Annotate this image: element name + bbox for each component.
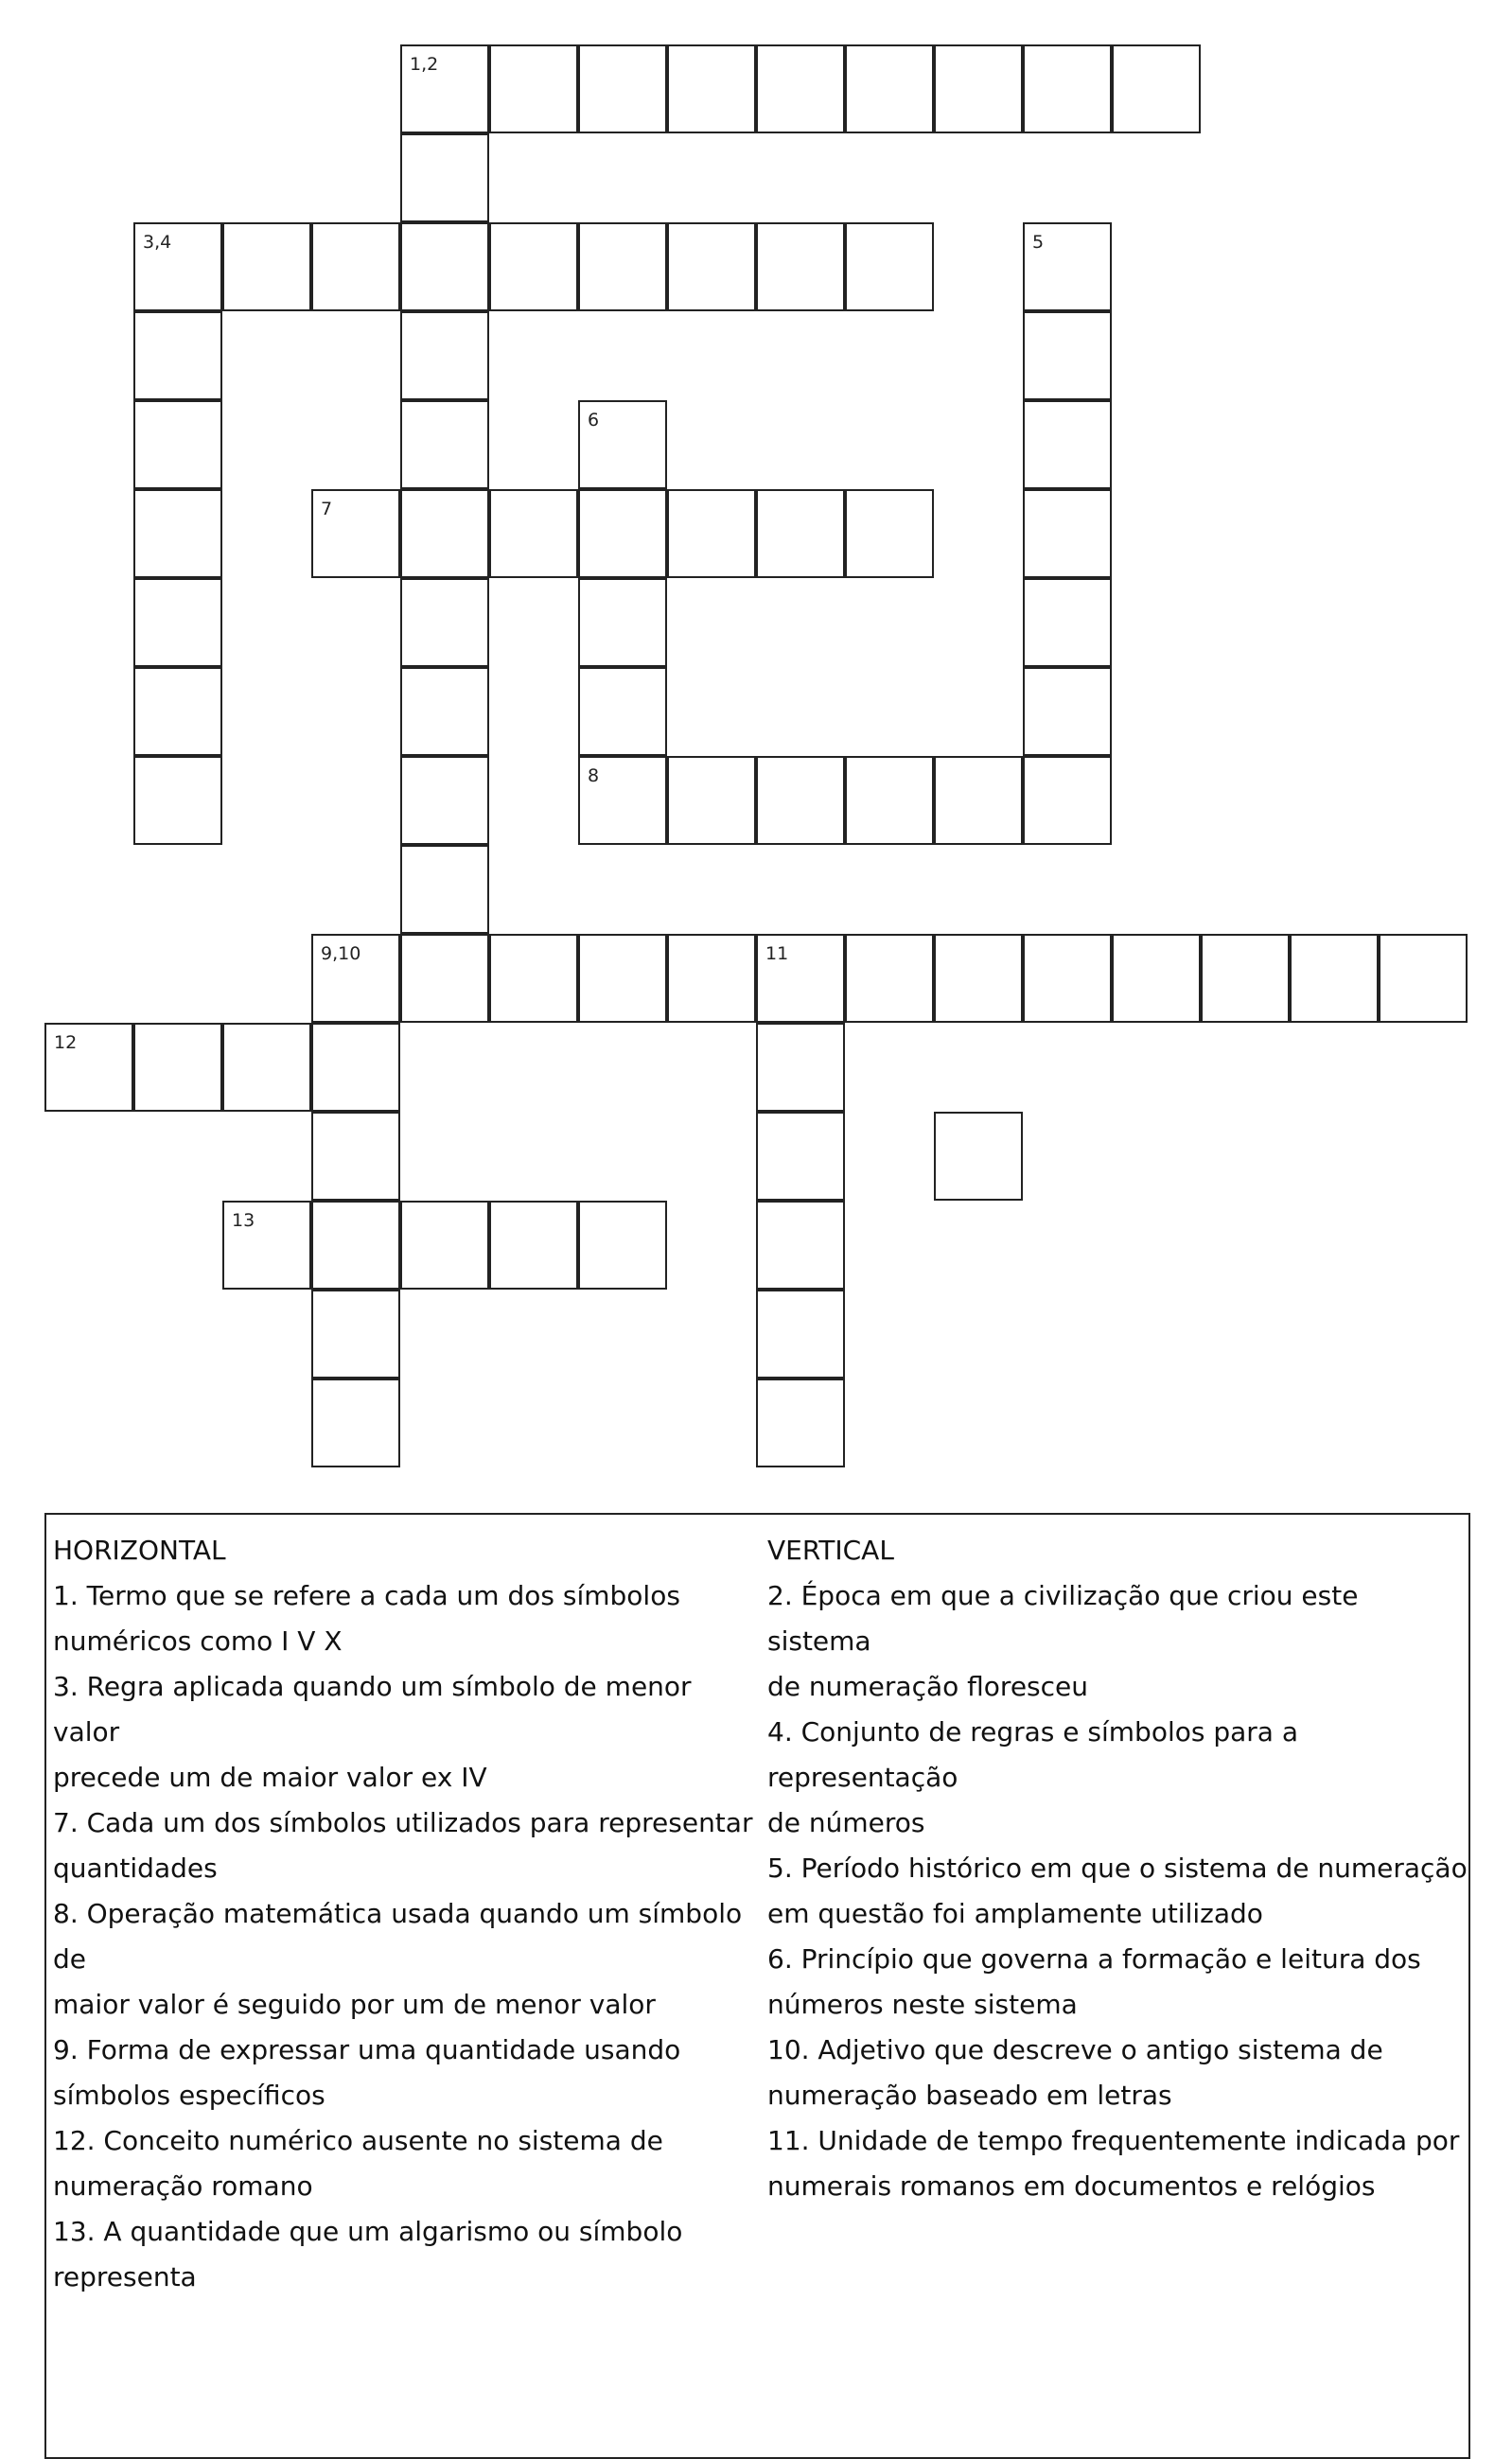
crossword-cell[interactable] <box>1023 934 1112 1023</box>
crossword-cell[interactable] <box>133 222 222 311</box>
crossword-cell[interactable] <box>133 1023 222 1112</box>
crossword-cell[interactable] <box>667 934 756 1023</box>
clue-number: 5 <box>1032 232 1045 253</box>
crossword-cell[interactable] <box>400 311 489 400</box>
crossword-cell[interactable] <box>400 44 489 133</box>
crossword-cell[interactable] <box>934 1112 1023 1201</box>
clue-line: símbolos específicos <box>53 2080 325 2111</box>
crossword-cell[interactable] <box>311 1201 400 1290</box>
clue-number: 11 <box>765 943 789 964</box>
crossword-cell[interactable] <box>934 44 1023 133</box>
clue-line: 13. A quantidade que um algarismo ou símbolo <box>53 2216 683 2247</box>
crossword-cell[interactable] <box>578 756 667 845</box>
clue-line: 11. Unidade de tempo frequentemente indicada por <box>767 2125 1460 2156</box>
crossword-cell[interactable] <box>845 934 934 1023</box>
clue-line: 3. Regra aplicada quando um símbolo de menor valor <box>53 1671 692 1748</box>
crossword-cell[interactable] <box>756 1201 845 1290</box>
crossword-cell[interactable] <box>1023 667 1112 756</box>
crossword-cell[interactable] <box>400 1201 489 1290</box>
crossword-cell[interactable] <box>756 1290 845 1379</box>
crossword-cell[interactable] <box>756 1379 845 1467</box>
clue-line: numeração romano <box>53 2170 313 2202</box>
clue-line: quantidades <box>53 1853 218 1884</box>
clue-line: 9. Forma de expressar uma quantidade usando <box>53 2034 681 2065</box>
crossword-cell[interactable] <box>400 400 489 489</box>
crossword-cell[interactable] <box>934 934 1023 1023</box>
clue-number: 12 <box>54 1032 78 1053</box>
clue-number: 3,4 <box>143 232 172 253</box>
horizontal-clues <box>53 1528 753 2300</box>
clue-number: 1,2 <box>410 54 439 75</box>
crossword-cell[interactable] <box>578 44 667 133</box>
clues-box <box>44 1513 1470 2459</box>
crossword-cell[interactable] <box>489 44 578 133</box>
crossword-cell[interactable] <box>133 400 222 489</box>
crossword-cell[interactable] <box>133 756 222 845</box>
crossword-cell[interactable] <box>578 578 667 667</box>
clue-line: de números <box>767 1807 925 1838</box>
crossword-cell[interactable] <box>756 222 845 311</box>
crossword-cell[interactable] <box>1023 222 1112 311</box>
crossword-cell[interactable] <box>578 934 667 1023</box>
crossword-cell[interactable] <box>44 1023 133 1112</box>
clue-line: numéricos como I V X <box>53 1625 343 1657</box>
crossword-cell[interactable] <box>1290 934 1379 1023</box>
clue-line: em questão foi amplamente utilizado <box>767 1898 1263 1929</box>
clue-line: maior valor é seguido por um de menor valor <box>53 1989 656 2020</box>
crossword-cell[interactable] <box>1023 400 1112 489</box>
crossword-cell[interactable] <box>756 756 845 845</box>
crossword-cell[interactable] <box>578 1201 667 1290</box>
crossword-cell[interactable] <box>222 222 311 311</box>
crossword-cell[interactable] <box>133 667 222 756</box>
crossword-cell[interactable] <box>133 578 222 667</box>
crossword-cell[interactable] <box>845 222 934 311</box>
crossword-cell[interactable] <box>400 845 489 934</box>
crossword-cell[interactable] <box>1023 756 1112 845</box>
crossword-cell[interactable] <box>311 934 400 1023</box>
crossword-cell[interactable] <box>1379 934 1468 1023</box>
clue-line: 1. Termo que se refere a cada um dos símbolos <box>53 1580 680 1611</box>
crossword-cell[interactable] <box>756 934 845 1023</box>
crossword-cell[interactable] <box>578 222 667 311</box>
clue-line: números neste sistema <box>767 1989 1078 2020</box>
clue-line: 5. Período histórico em que o sistema de numeração <box>767 1853 1468 1884</box>
crossword-cell[interactable] <box>667 44 756 133</box>
crossword-cell[interactable] <box>1023 311 1112 400</box>
crossword-cell[interactable] <box>311 1112 400 1201</box>
crossword-cell[interactable] <box>400 222 489 311</box>
crossword-cell[interactable] <box>489 489 578 578</box>
clue-line: 10. Adjetivo que descreve o antigo sistema de <box>767 2034 1383 2065</box>
crossword-cell[interactable] <box>756 489 845 578</box>
vertical-clues <box>767 1528 1468 2209</box>
crossword-cell[interactable] <box>311 222 400 311</box>
clue-line: numerais romanos em documentos e relógios <box>767 2170 1376 2202</box>
crossword-cell[interactable] <box>489 934 578 1023</box>
crossword-cell[interactable] <box>1201 934 1290 1023</box>
vertical-title: VERTICAL <box>767 1535 894 1566</box>
crossword-cell[interactable] <box>400 756 489 845</box>
crossword-cell[interactable] <box>1023 489 1112 578</box>
crossword-cell[interactable] <box>133 489 222 578</box>
clue-line: 4. Conjunto de regras e símbolos para a representação <box>767 1716 1299 1793</box>
crossword-cell[interactable] <box>578 489 667 578</box>
crossword-cell[interactable] <box>667 489 756 578</box>
crossword-cell[interactable] <box>489 1201 578 1290</box>
horizontal-title: HORIZONTAL <box>53 1535 226 1566</box>
crossword-cell[interactable] <box>845 756 934 845</box>
crossword-cell[interactable] <box>311 1023 400 1112</box>
clue-line: 2. Época em que a civilização que criou este sistema <box>767 1580 1359 1657</box>
crossword-cell[interactable] <box>845 44 934 133</box>
clue-number: 7 <box>321 499 333 519</box>
crossword-cell[interactable] <box>1112 934 1201 1023</box>
clue-line: numeração baseado em letras <box>767 2080 1172 2111</box>
crossword-cell[interactable] <box>400 489 489 578</box>
crossword-cell[interactable] <box>578 400 667 489</box>
crossword-cell[interactable] <box>489 222 578 311</box>
crossword-cell[interactable] <box>400 934 489 1023</box>
crossword-cell[interactable] <box>667 756 756 845</box>
clue-line: de numeração floresceu <box>767 1671 1088 1702</box>
crossword-cell[interactable] <box>934 756 1023 845</box>
clue-number: 8 <box>588 765 600 786</box>
crossword-cell[interactable] <box>400 133 489 222</box>
crossword-cell[interactable] <box>222 1023 311 1112</box>
crossword-cell[interactable] <box>133 311 222 400</box>
crossword-cell[interactable] <box>222 1201 311 1290</box>
crossword-cell[interactable] <box>667 222 756 311</box>
crossword-cell[interactable] <box>400 667 489 756</box>
clue-line: precede um de maior valor ex IV <box>53 1762 487 1793</box>
crossword-cell[interactable] <box>311 489 400 578</box>
crossword-cell[interactable] <box>1112 44 1201 133</box>
clue-line: 6. Princípio que governa a formação e leitura dos <box>767 1943 1421 1975</box>
crossword-cell[interactable] <box>845 489 934 578</box>
clue-number: 6 <box>588 410 600 430</box>
crossword-cell[interactable] <box>1023 578 1112 667</box>
crossword-cell[interactable] <box>756 44 845 133</box>
clue-line: 12. Conceito numérico ausente no sistema de <box>53 2125 663 2156</box>
crossword-cell[interactable] <box>311 1290 400 1379</box>
clue-number: 13 <box>232 1210 255 1231</box>
clue-line: representa <box>53 2261 197 2292</box>
crossword-cell[interactable] <box>578 667 667 756</box>
clue-line: 8. Operação matemática usada quando um símbolo de <box>53 1898 743 1975</box>
crossword-cell[interactable] <box>756 1023 845 1112</box>
crossword-cell[interactable] <box>1023 44 1112 133</box>
crossword-cell[interactable] <box>311 1379 400 1467</box>
clue-number: 9,10 <box>321 943 361 964</box>
clue-line: 7. Cada um dos símbolos utilizados para representar <box>53 1807 753 1838</box>
crossword-cell[interactable] <box>400 578 489 667</box>
crossword-cell[interactable] <box>756 1112 845 1201</box>
